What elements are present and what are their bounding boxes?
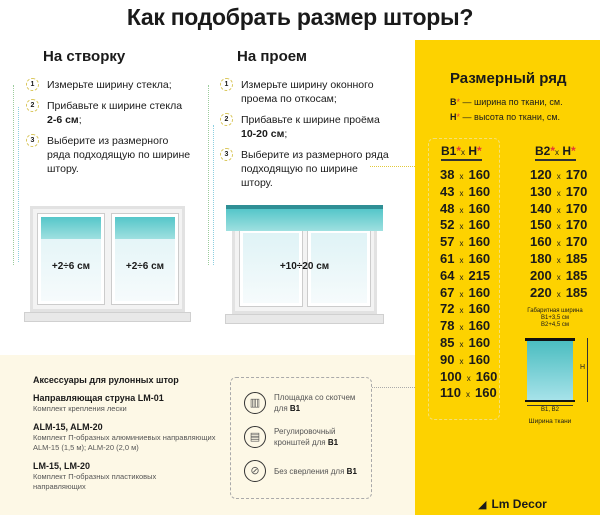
overall-width-label bbox=[515, 308, 595, 329]
width-value: 220 bbox=[530, 284, 552, 300]
size-row bbox=[530, 184, 587, 201]
size-row bbox=[440, 201, 490, 218]
times: x bbox=[556, 289, 561, 299]
width-value: 78 bbox=[440, 318, 455, 334]
asterisk: * bbox=[550, 144, 556, 158]
height-value: 160 bbox=[468, 217, 491, 233]
feature-bold: B1 bbox=[327, 438, 339, 447]
height-value: 185 bbox=[565, 267, 588, 283]
feature-text: Регулировочный кронштей для bbox=[274, 427, 336, 447]
legend-symbol: H bbox=[450, 112, 457, 122]
middle-steps bbox=[220, 78, 405, 190]
width-value: 67 bbox=[440, 284, 455, 300]
measure-label: +2÷6 см bbox=[51, 261, 91, 272]
accessory-title: Направляющая струна LM-01 bbox=[33, 393, 164, 403]
left-step-3 bbox=[26, 134, 191, 176]
height-value: 160 bbox=[468, 301, 491, 317]
width-value: 180 bbox=[530, 251, 552, 266]
size-row bbox=[440, 285, 490, 302]
guide-line bbox=[372, 387, 415, 388]
left-step-2 bbox=[26, 99, 198, 127]
times: x bbox=[465, 390, 470, 400]
width-value: 160 bbox=[530, 234, 552, 250]
bracket-icon: ▤ bbox=[244, 426, 266, 448]
step-number: 3 bbox=[220, 148, 233, 161]
times: x bbox=[556, 172, 561, 181]
accessory-title: ALM-15, ALM-20 bbox=[33, 422, 103, 432]
legend-width bbox=[450, 97, 563, 108]
legend-text: — ширина по ткани, см. bbox=[462, 97, 563, 107]
header-h: H bbox=[562, 144, 572, 158]
times: x bbox=[555, 148, 560, 157]
b1-extra: B1+3,5 см bbox=[541, 315, 569, 321]
times: x bbox=[556, 205, 561, 215]
legend-text: — высота по ткани, см. bbox=[462, 112, 561, 122]
step-tail: ; bbox=[78, 114, 82, 126]
feature-tape-pad bbox=[244, 392, 374, 414]
times: x bbox=[556, 272, 561, 282]
width-value: 200 bbox=[530, 267, 552, 283]
asterisk: * bbox=[477, 144, 482, 158]
times: x bbox=[459, 188, 464, 198]
width-value: 130 bbox=[530, 183, 552, 199]
asterisk: * bbox=[571, 144, 576, 158]
blind-fabric bbox=[527, 341, 573, 401]
header-b: B1 bbox=[441, 144, 457, 158]
middle-heading: На проем bbox=[237, 48, 307, 65]
accessory-list bbox=[33, 393, 223, 492]
height-value: 170 bbox=[565, 167, 588, 182]
left-steps bbox=[26, 78, 198, 176]
size-row bbox=[530, 234, 587, 251]
size-row bbox=[530, 251, 587, 268]
logo-text: Lm Decor bbox=[491, 497, 547, 511]
feature-no-drill bbox=[244, 460, 374, 482]
height-value: 160 bbox=[468, 351, 491, 367]
height-value: 215 bbox=[468, 267, 491, 283]
fabric-width-label: Ширина ткани bbox=[528, 418, 572, 425]
width-value: 52 bbox=[440, 217, 455, 233]
b1-header bbox=[441, 144, 482, 161]
left-step-1 bbox=[26, 78, 198, 92]
legend-height bbox=[450, 112, 560, 123]
tape-pad-icon: ▥ bbox=[244, 392, 266, 414]
height-value: 185 bbox=[565, 284, 588, 300]
no-drill-icon: ⊘ bbox=[244, 460, 266, 482]
step-bold: 2-6 см bbox=[47, 114, 79, 126]
roller-blind bbox=[41, 217, 101, 239]
times: x bbox=[466, 373, 471, 383]
step-number: 1 bbox=[220, 78, 233, 91]
times: x bbox=[459, 256, 464, 265]
window-sash bbox=[38, 214, 104, 304]
step-number: 2 bbox=[26, 99, 39, 112]
times: x bbox=[459, 172, 464, 181]
page-title: Как подобрать размер шторы? bbox=[126, 4, 474, 30]
width-value: 57 bbox=[440, 234, 455, 250]
middle-step-1 bbox=[220, 78, 405, 106]
times: x bbox=[556, 222, 561, 232]
times: x bbox=[459, 323, 464, 333]
middle-step-3 bbox=[220, 148, 392, 190]
asterisk: * bbox=[456, 97, 461, 107]
step-text: Измерьте ширину стекла; bbox=[47, 79, 172, 91]
width-value: 72 bbox=[440, 301, 455, 317]
width-value: 150 bbox=[530, 217, 552, 233]
times: x bbox=[461, 148, 466, 157]
size-row bbox=[440, 217, 490, 234]
width-value: 85 bbox=[440, 335, 455, 350]
blind-bottom-bar bbox=[525, 400, 575, 402]
b2-extra: B2+4,5 см bbox=[541, 322, 569, 328]
times: x bbox=[459, 289, 464, 299]
step-number: 2 bbox=[220, 113, 233, 126]
middle-step-2 bbox=[220, 113, 405, 141]
width-value: 120 bbox=[530, 167, 552, 182]
height-value: 160 bbox=[468, 284, 491, 300]
times: x bbox=[556, 188, 561, 198]
measure-label: +2÷6 см bbox=[125, 261, 165, 272]
asterisk: * bbox=[456, 112, 461, 122]
times: x bbox=[459, 306, 464, 316]
step-text: Измерьте ширину оконного проема по откосам; bbox=[241, 79, 374, 105]
size-row bbox=[440, 318, 490, 335]
times: x bbox=[459, 356, 464, 366]
width-value: 100 bbox=[440, 368, 462, 384]
height-value: 170 bbox=[565, 217, 588, 233]
roller-blind bbox=[115, 217, 175, 239]
times: x bbox=[459, 340, 464, 349]
brand-logo bbox=[478, 497, 547, 511]
height-value: 160 bbox=[468, 335, 491, 350]
step-text: Выберите из размерного ряда подходящую по ширине штору. bbox=[47, 135, 191, 175]
size-row bbox=[440, 251, 490, 268]
times: x bbox=[459, 239, 464, 249]
header-h: H bbox=[468, 144, 478, 158]
logo-mark-icon: ◢ bbox=[478, 498, 487, 511]
roller-blind bbox=[226, 205, 383, 231]
times: x bbox=[556, 239, 561, 249]
step-tail: ; bbox=[284, 128, 288, 140]
size-row bbox=[530, 285, 587, 302]
times: x bbox=[459, 222, 464, 232]
size-row bbox=[530, 217, 587, 234]
width-value: 140 bbox=[530, 200, 552, 216]
size-row bbox=[440, 335, 490, 352]
header-b: B2 bbox=[535, 144, 551, 158]
size-range-heading: Размерный ряд bbox=[450, 70, 567, 87]
width-value: 48 bbox=[440, 200, 455, 216]
size-row bbox=[530, 268, 587, 285]
step-text: Выберите из размерного ряда подходящую по ширине штору. bbox=[241, 149, 389, 189]
width-value: 90 bbox=[440, 351, 455, 367]
b2-header bbox=[535, 144, 576, 161]
window-sash-mount bbox=[30, 206, 185, 312]
size-row bbox=[440, 167, 490, 184]
step-number: 3 bbox=[26, 134, 39, 147]
height-value: 160 bbox=[468, 318, 491, 334]
accessory-item bbox=[33, 461, 193, 492]
guide-line bbox=[13, 85, 14, 265]
feature-bracket bbox=[244, 426, 374, 448]
size-row bbox=[530, 167, 587, 184]
width-value: 38 bbox=[440, 167, 455, 182]
window-sill bbox=[24, 312, 191, 322]
window-sash bbox=[112, 214, 178, 304]
legend-symbol: B bbox=[450, 97, 457, 107]
feature-bold: B1 bbox=[346, 466, 357, 476]
step-number: 1 bbox=[26, 78, 39, 91]
height-value: 160 bbox=[468, 234, 491, 250]
accessory-item bbox=[33, 393, 223, 414]
size-row bbox=[440, 234, 490, 251]
feature-list bbox=[244, 392, 374, 482]
feature-bold: B1 bbox=[289, 404, 301, 413]
height-value: 160 bbox=[475, 368, 498, 384]
size-row bbox=[440, 268, 490, 285]
times: x bbox=[459, 205, 464, 215]
height-value: 160 bbox=[468, 183, 491, 199]
accessory-desc: Комплект крепления лески bbox=[33, 404, 127, 413]
times: x bbox=[459, 272, 464, 282]
height-value: 160 bbox=[474, 385, 497, 401]
fabric-width-dimension: B1, B2 bbox=[527, 405, 573, 414]
overall-text: Габаритная ширина bbox=[527, 308, 583, 314]
height-value: 170 bbox=[565, 200, 588, 216]
step-text: Прибавьте к ширине проёма bbox=[241, 114, 380, 126]
width-value: 110 bbox=[440, 385, 461, 401]
size-row bbox=[440, 385, 497, 402]
height-value: 170 bbox=[565, 183, 588, 199]
height-value: 160 bbox=[468, 200, 491, 216]
step-text: Прибавьте к ширине стекла bbox=[47, 100, 183, 112]
measure-label: +10÷20 см bbox=[279, 261, 330, 272]
height-dimension-line bbox=[587, 338, 588, 402]
height-label: H bbox=[580, 364, 586, 371]
width-value: 43 bbox=[440, 183, 455, 199]
window-opening-mount bbox=[232, 222, 377, 314]
size-row bbox=[440, 369, 497, 386]
size-row bbox=[440, 301, 490, 318]
size-row bbox=[530, 201, 587, 218]
window-sill bbox=[225, 314, 384, 324]
guide-line bbox=[208, 85, 209, 265]
size-row bbox=[440, 352, 490, 369]
guide-line bbox=[18, 107, 19, 262]
height-value: 160 bbox=[468, 251, 491, 266]
height-value: 160 bbox=[468, 167, 491, 182]
size-row bbox=[440, 184, 490, 201]
step-bold: 10-20 см bbox=[241, 128, 285, 140]
accessory-desc: Комплект П-образных алюминиевых направляющих ALM-15 (1,5 м); ALM-20 (2,0 м) bbox=[33, 433, 216, 452]
height-value: 170 bbox=[565, 234, 588, 250]
asterisk: * bbox=[456, 144, 462, 158]
width-value: 61 bbox=[440, 251, 455, 266]
guide-line bbox=[213, 125, 214, 265]
times: x bbox=[556, 256, 561, 265]
accessory-desc: Комплект П-образных пластиковых направляющих bbox=[33, 472, 157, 491]
height-value: 185 bbox=[565, 251, 588, 266]
accessories-heading: Аксессуары для рулонных штор bbox=[33, 375, 179, 385]
left-heading: На створку bbox=[43, 48, 126, 65]
accessory-item bbox=[33, 422, 223, 453]
feature-text: Площадка со скотчем для bbox=[274, 393, 356, 413]
accessory-title: LM-15, LM-20 bbox=[33, 461, 91, 471]
feature-text: Без сверления для bbox=[274, 466, 345, 476]
width-value: 64 bbox=[440, 267, 455, 283]
